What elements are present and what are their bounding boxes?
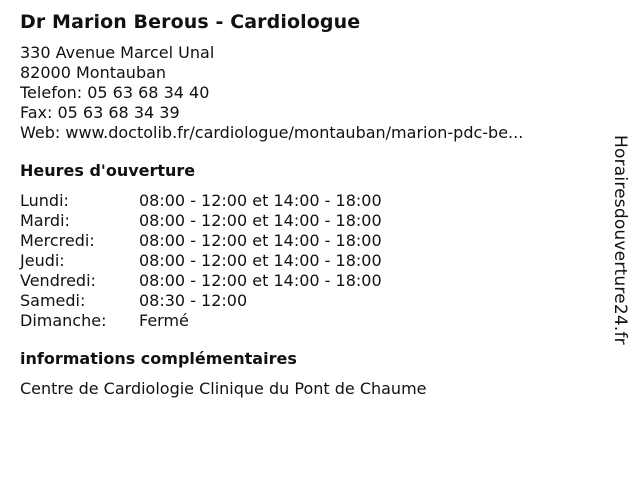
additional-info-text: Centre de Cardiologie Clinique du Pont de Chaume (20, 379, 427, 398)
hours-day: Vendredi: (20, 271, 96, 290)
address-street: 330 Avenue Marcel Unal (20, 43, 215, 62)
hours-time: 08:00 - 12:00 et 14:00 - 18:00 (139, 231, 382, 250)
additional-info-heading: informations complémentaires (20, 349, 297, 368)
hours-day: Mardi: (20, 211, 70, 230)
address-city: 82000 Montauban (20, 63, 167, 82)
hours-time: 08:00 - 12:00 et 14:00 - 18:00 (139, 191, 382, 210)
hours-row (20, 251, 600, 271)
hours-day: Lundi: (20, 191, 69, 210)
hours-day: Mercredi: (20, 231, 95, 250)
hours-day: Jeudi: (20, 251, 65, 270)
website-link[interactable]: Web: www.doctolib.fr/cardiologue/montauban/marion-pdc-be... (20, 123, 524, 142)
hours-time: 08:00 - 12:00 et 14:00 - 18:00 (139, 271, 382, 290)
hours-time: 08:30 - 12:00 (139, 291, 248, 310)
hours-row (20, 271, 600, 291)
hours-time: 08:00 - 12:00 et 14:00 - 18:00 (139, 211, 382, 230)
fax-number: Fax: 05 63 68 34 39 (20, 103, 180, 122)
hours-row (20, 231, 600, 251)
hours-row (20, 311, 600, 331)
opening-hours-list (20, 191, 600, 331)
hours-time: 08:00 - 12:00 et 14:00 - 18:00 (139, 251, 382, 270)
hours-row (20, 291, 600, 311)
hours-day: Dimanche: (20, 311, 107, 330)
hours-row (20, 211, 600, 231)
hours-day: Samedi: (20, 291, 86, 310)
hours-row (20, 191, 600, 211)
practitioner-card (20, 10, 600, 399)
page-title: Dr Marion Berous - Cardiologue (20, 11, 361, 33)
site-watermark: Horairesdouverture24.fr (610, 135, 630, 345)
phone-number[interactable]: Telefon: 05 63 68 34 40 (20, 83, 210, 102)
opening-hours-heading: Heures d'ouverture (20, 161, 196, 180)
hours-time: Fermé (139, 311, 189, 330)
